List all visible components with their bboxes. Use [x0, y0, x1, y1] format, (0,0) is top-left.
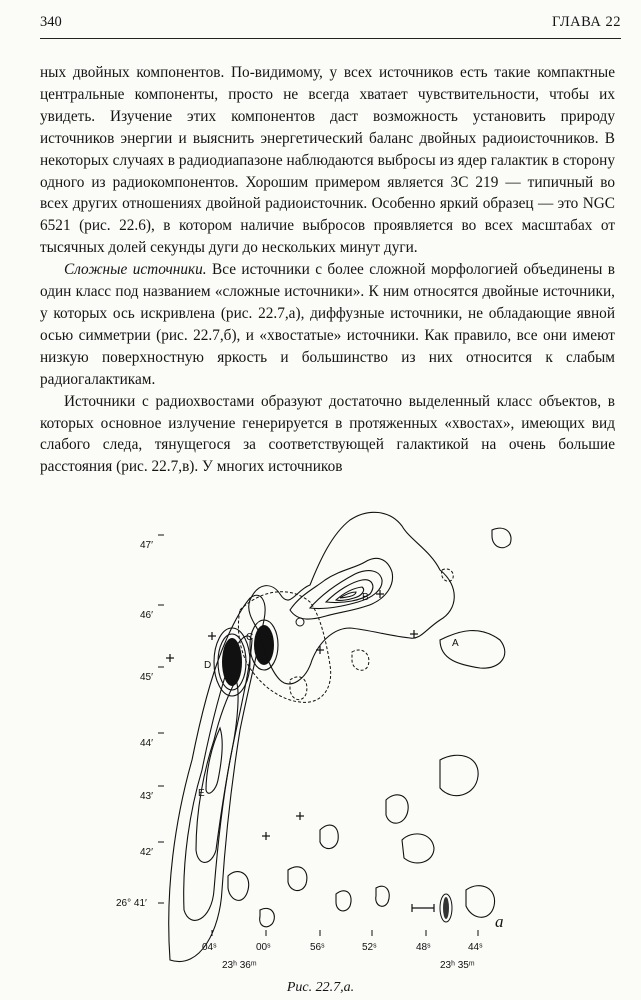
- y-tick-label: 44′: [140, 738, 153, 749]
- component-label-c: C: [246, 632, 254, 643]
- x-tick-label: 00ˢ: [256, 942, 271, 953]
- component-label-e: E: [198, 788, 205, 799]
- component-label-a: A: [452, 638, 459, 649]
- x-tick-label: 52ˢ: [362, 942, 377, 953]
- figure-caption: Рис. 22.7,а.: [286, 980, 355, 995]
- x-major-label: 23ʰ 35ᵐ: [440, 960, 475, 971]
- page-header: [40, 14, 621, 36]
- x-tick-label: 04ˢ: [202, 942, 217, 953]
- x-major-label: 23ʰ 36ᵐ: [222, 960, 257, 971]
- body-text: [40, 62, 615, 478]
- x-tick-label: 48ˢ: [416, 942, 431, 953]
- y-tick-label: 26° 41′: [116, 898, 147, 909]
- y-tick-label: 43′: [140, 791, 153, 802]
- x-tick-label: 56ˢ: [310, 942, 325, 953]
- paragraph-3: [40, 391, 615, 479]
- component-label-b: B: [362, 592, 369, 603]
- contour-map-svg: [116, 490, 540, 980]
- figure-panel-letter: а: [495, 912, 504, 931]
- paragraph-text: Все источники с более сложной морфологией объединены в один класс под названием «сложные источники». К ним относятся двойные источники, у которых ось искривлена (рис. 22.7,а), диффузные источники, не обладающие явной осью симметрии (рис. 22.7,б), и «хвостатые» источники. Как правило, все они имеют низкую поверхностную яркость и большинство из них относится к слабым радиогалактикам.: [40, 261, 615, 388]
- paragraph-1: [40, 62, 615, 259]
- y-tick-label: 42′: [140, 847, 153, 858]
- chapter-title: ГЛАВА 22: [552, 14, 621, 30]
- page-number: 340: [40, 14, 62, 30]
- y-tick-label: 47′: [140, 540, 153, 551]
- y-tick-label: 46′: [140, 610, 153, 621]
- radio-contour-map: [116, 490, 540, 980]
- header-rule: [40, 38, 621, 39]
- paragraph-lead: Сложные источники.: [64, 261, 207, 279]
- paragraph-text: Источники с радиохвостами образуют достаточно выделенный класс объектов, в которых основное излучение генерируется в протяженных «хвостах», имеющих вид слабого следа, тянущегося за соответствующей галактикой на очень большие расстояния (рис. 22.7,в). У многих источников: [40, 392, 615, 476]
- y-tick-label: 45′: [140, 672, 153, 683]
- paragraph-text: ных двойных компонентов. По-видимому, у всех источников есть такие компактные центральные компоненты, просто не всегда хватает чувствительности, чтобы их увидеть. Изучение этих компонентов даст возможность установить природу источников энергии и выяснить энергетический баланс двойных радиоисточников. В некоторых случаях в радиодиапазоне наблюдаются выбросы из ядер галактик в сторону одного из радиокомпонентов. Хорошим примером является 3C 219 — типичный во всех других отношениях двойной радиоисточник. Особенно яркий образец — это NGC 6521 (рис. 22.6), в котором наличие выбросов проявляется во всех масштабах от тысячных долей секунды дуги до нескольких минут дуги.: [40, 64, 615, 257]
- paragraph-2: [40, 259, 615, 390]
- x-tick-label: 44ˢ: [468, 942, 483, 953]
- component-label-d: D: [204, 660, 212, 671]
